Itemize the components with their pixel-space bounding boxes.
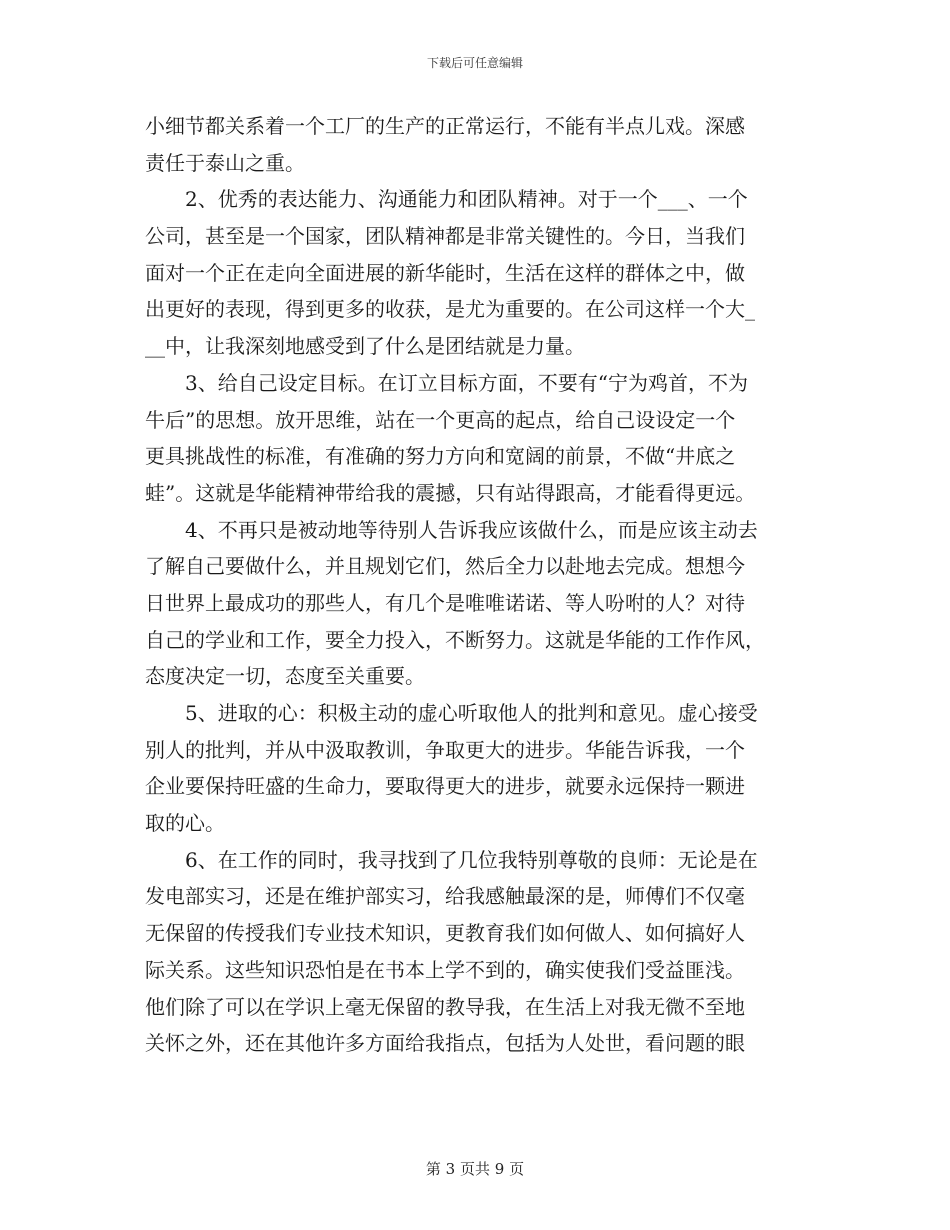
paragraph-4-start: 4、不再只是被动地等待别人告诉我应该做什么，而是应该主动去 bbox=[185, 517, 758, 542]
text-line: 小细节都关系着一个工厂的生产的正常运行，不能有半点儿戏。深感 bbox=[145, 114, 745, 138]
text-line: 企业要保持旺盛的生命力，要取得更大的进步，就要永远保持一颗进 bbox=[145, 774, 745, 799]
text-line: 关怀之外，还在其他许多方面给我指点，包括为人处世，看问题的眼 bbox=[145, 1031, 745, 1056]
page-header-note: 下载后可任意编辑 bbox=[426, 56, 523, 70]
paragraph-6-start: 6、在工作的同时，我寻找到了几位我特别尊敬的良师：无论是在 bbox=[185, 847, 758, 872]
paragraph-2-start: 2、优秀的表达能力、沟通能力和团队精神。对于一个___、一个 bbox=[185, 187, 748, 212]
paragraph-5-start: 5、进取的心：积极主动的虚心听取他人的批判和意见。虚心接受 bbox=[185, 701, 758, 725]
paragraph-3-start: 3、给自己设定目标。在订立目标方面，不要有“宁为鸡首，不为 bbox=[185, 370, 748, 395]
text-line: 更具挑战性的标准，有准确的努力方向和宽阔的前景，不做“井底之 bbox=[145, 444, 736, 469]
text-line: 责任于泰山之重。 bbox=[145, 150, 305, 175]
text-line: 发电部实习，还是在维护部实习，给我感触最深的是，师傅们不仅毫 bbox=[145, 884, 745, 909]
page-number: 第 3 页共 9 页 bbox=[425, 1160, 525, 1178]
text-line: 际关系。这些知识恐怕是在书本上学不到的，确实使我们受益匪浅。 bbox=[145, 957, 745, 982]
text-line: 了解自己要做什么，并且规划它们，然后全力以赴地去完成。想想今 bbox=[145, 554, 745, 579]
text-line: 态度决定一切，态度至关重要。 bbox=[145, 664, 425, 689]
text-line: 无保留的传授我们专业技术知识，更教育我们如何做人、如何搞好人 bbox=[145, 921, 745, 946]
text-line: 牛后”的思想。放开思维，站在一个更高的起点，给自己设设定一个 bbox=[145, 407, 736, 432]
text-line: 取的心。 bbox=[145, 811, 225, 836]
text-line: 自己的学业和工作，要全力投入，不断努力。这就是华能的工作作风， bbox=[145, 627, 765, 652]
text-line: 出更好的表现，得到更多的收获，是尤为重要的。在公司这样一个大_ bbox=[145, 297, 755, 322]
text-line: 别人的批判，并从中汲取教训，争取更大的进步。华能告诉我，一个 bbox=[145, 737, 745, 762]
text-line: 公司，甚至是一个国家，团队精神都是非常关键性的。今日，当我们 bbox=[145, 224, 745, 249]
text-line: 他们除了可以在学识上毫无保留的教导我，在生活上对我无微不至地 bbox=[145, 994, 745, 1019]
text-line: 面对一个正在走向全面进展的新华能时，生活在这样的群体之中，做 bbox=[145, 260, 745, 285]
text-line: 蛙”。这就是华能精神带给我的震撼，只有站得跟高，才能看得更远。 bbox=[145, 480, 756, 505]
body-text bbox=[145, 108, 810, 1062]
text-line: __中，让我深刻地感受到了什么是团结就是力量。 bbox=[145, 334, 585, 359]
text-line: 日世界上最成功的那些人，有几个是唯唯诺诺、等人吩咐的人？对待 bbox=[145, 590, 745, 615]
